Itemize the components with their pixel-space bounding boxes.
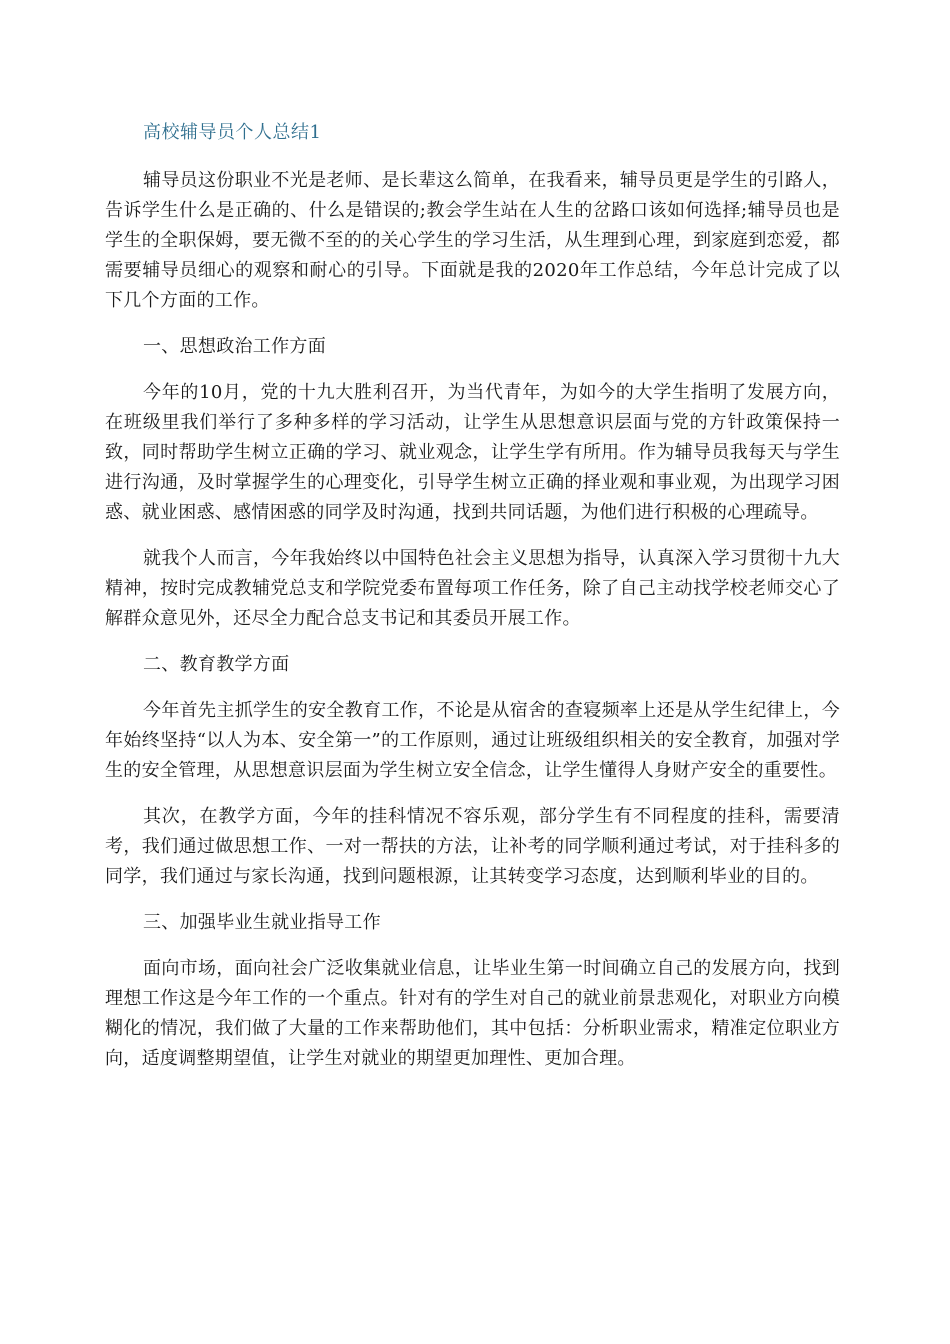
section-heading-ideology: 一、思想政治工作方面 — [143, 336, 326, 357]
paragraph: 今年首先主抓学生的安全教育工作，不论是从宿舍的查寝频率上还是从学生纪律上，今年始终坚持“以人为本、安全第一”的工作原则，通过让班级组织相关的安全教育，加强对学生的安全管理，从思想意识层面为学生树立安全信念，让学生懂得人身财产安全的重要性。 — [105, 700, 840, 781]
document-title: 高校辅导员个人总结1 — [143, 122, 322, 143]
paragraph: 面向市场，面向社会广泛收集就业信息，让毕业生第一时间确立自己的发展方向，找到理想工作这是今年工作的一个重点。针对有的学生对自己的就业前景悲观化，对职业方向模糊化的情况，我们做了大量的工作来帮助他们，其中包括：分析职业需求，精准定位职业方向，适度调整期望值，让学生对就业的期望更加理性、更加合理。 — [105, 958, 840, 1069]
section-heading-employment: 三、加强毕业生就业指导工作 — [143, 912, 381, 933]
document-page — [105, 118, 840, 1090]
paragraph: 就我个人而言，今年我始终以中国特色社会主义思想为指导，认真深入学习贯彻十九大精神，按时完成教辅党总支和学院党委布置每项工作任务，除了自己主动找学校老师交心了解群众意见外，还尽全力配合总支书记和其委员开展工作。 — [105, 548, 840, 629]
section-heading-teaching: 二、教育教学方面 — [143, 654, 290, 675]
intro-paragraph: 辅导员这份职业不光是老师、是长辈这么简单，在我看来，辅导员更是学生的引路人，告诉学生什么是正确的、什么是错误的;教会学生站在人生的岔路口该如何选择;辅导员也是学生的全职保姆，要无微不至的的关心学生的学习生活，从生理到心理，到家庭到恋爱，都需要辅导员细心的观察和耐心的引导。下面就是我的2020年工作总结，今年总计完成了以下几个方面的工作。 — [105, 170, 840, 311]
paragraph: 今年的10月，党的十九大胜利召开，为当代青年，为如今的大学生指明了发展方向，在班级里我们举行了多种多样的学习活动，让学生从思想意识层面与党的方针政策保持一致，同时帮助学生树立正确的学习、就业观念，让学生学有所用。作为辅导员我每天与学生进行沟通，及时掌握学生的心理变化，引导学生树立正确的择业观和事业观，为出现学习困惑、就业困惑、感情困惑的同学及时沟通，找到共同话题，为他们进行积极的心理疏导。 — [105, 382, 840, 523]
paragraph: 其次，在教学方面，今年的挂科情况不容乐观，部分学生有不同程度的挂科，需要清考，我们通过做思想工作、一对一帮扶的方法，让补考的同学顺利通过考试，对于挂科多的同学，我们通过与家长沟通，找到问题根源，让其转变学习态度，达到顺利毕业的目的。 — [105, 806, 840, 887]
